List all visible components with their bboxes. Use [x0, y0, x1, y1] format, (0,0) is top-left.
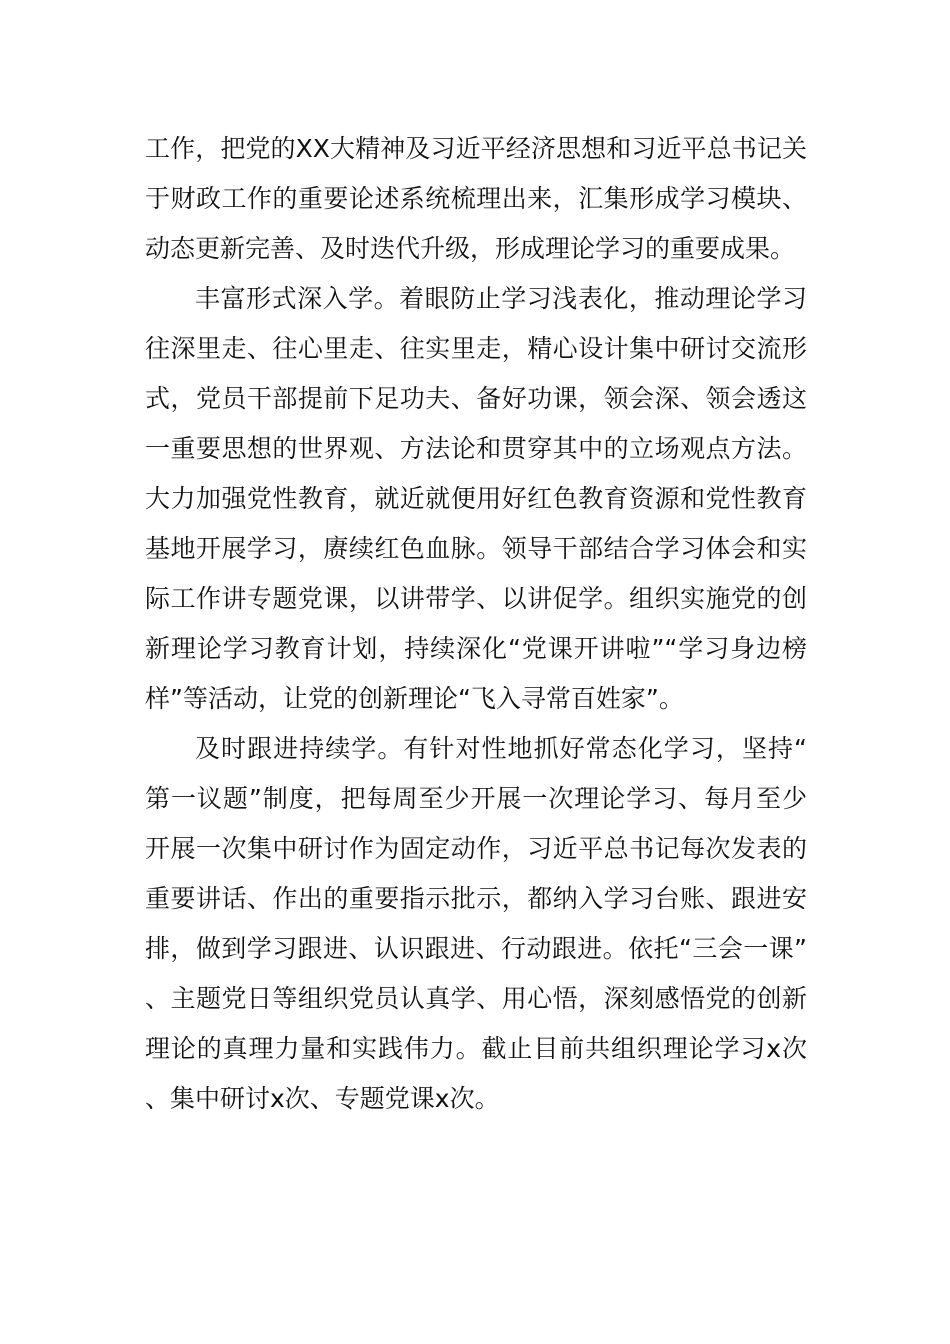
paragraph-rich-forms: 丰富形式深入学。着眼防止学习浅表化，推动理论学习往深里走、往心里走、往实里走，精心设计集中研讨交流形式，党员干部提前下足功夫、备好功课，领会深、领会透这一重要思想的世界观、方法论和贯穿其中的立场观点方法。大力加强党性教育，就近就便用好红色教育资源和党性教育基地开展学习，赓续红色血脉。领导干部结合学习体会和实际工作讲专题党课，以讲带学、以讲促学。组织实施党的创新理论学习教育计划，持续深化“党课开讲啦”“学习身边榜样”等活动，让党的创新理论“飞入寻常百姓家”。	[145, 284, 807, 713]
paragraph-continuation: 工作，把党的XX大精神及习近平经济思想和习近平总书记关于财政工作的重要论述系统梳理出来，汇集形成学习模块、动态更新完善、及时迭代升级，形成理论学习的重要成果。	[145, 134, 807, 263]
paragraph-timely-followup: 及时跟进持续学。有针对性地抓好常态化学习，坚持“第一议题”制度，把每周至少开展一次理论学习、每月至少开展一次集中研讨作为固定动作，习近平总书记每次发表的重要讲话、作出的重要指示批示，都纳入学习台账、跟进安排，做到学习跟进、认识跟进、行动跟进。依托“三会一课”、主题党日等组织党员认真学、用心悟，深刻感悟党的创新理论的真理力量和实践伟力。截止目前共组织理论学习x次、集中研讨x次、专题党课x次。	[145, 734, 807, 1113]
document-body	[145, 124, 807, 1124]
